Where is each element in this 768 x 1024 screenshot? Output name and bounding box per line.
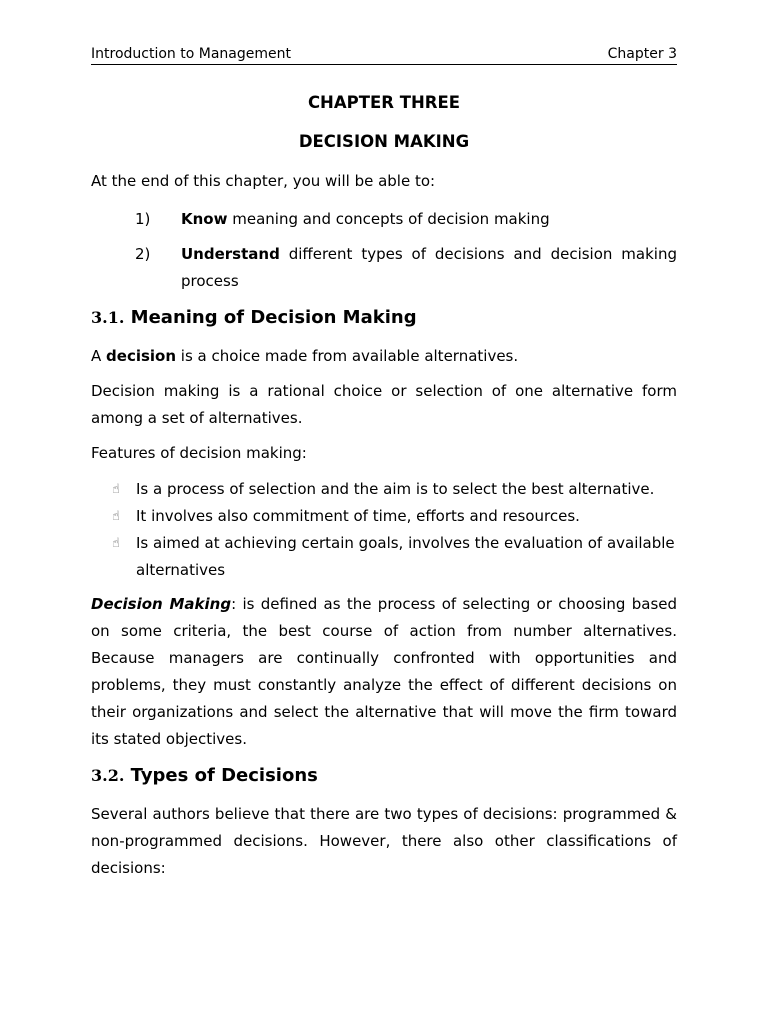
section-title: Types of Decisions xyxy=(124,765,318,786)
objective-text xyxy=(181,241,677,295)
section-heading-3-2 xyxy=(91,765,318,787)
header-book-title: Introduction to Management xyxy=(91,46,291,62)
chapter-title: DECISION MAKING xyxy=(298,132,470,151)
section-number: 3.2. xyxy=(91,766,125,785)
objective-keyword: Understand xyxy=(181,245,280,263)
decision-making-definition xyxy=(91,591,677,753)
definition-text: : is defined as the process of selecting or choosing based on some criteria, the best course of action from number alternatives. Because managers are continually confronted with opportunities and problems, they must constantly analyze the effect of different decisions on their organizations and select the alternative that will move the firm toward its stated objectives. xyxy=(91,595,678,748)
text-prefix: A xyxy=(91,347,107,365)
text-rest: is a choice made from available alternatives. xyxy=(176,347,519,365)
section-number: 3.1. xyxy=(91,308,125,327)
objectives-intro: At the end of this chapter, you will be able to: xyxy=(91,172,436,190)
section-heading-3-1 xyxy=(91,307,417,329)
list-item-text: Is aimed at achieving certain goals, involves the evaluation of available alternatives xyxy=(136,534,675,579)
header-chapter: Chapter 3 xyxy=(607,46,677,62)
decision-term: decision xyxy=(106,347,177,365)
section-title: Meaning of Decision Making xyxy=(124,307,417,328)
features-heading: Features of decision making: xyxy=(91,444,307,462)
pointing-hand-icon: ☝ xyxy=(112,509,120,524)
objective-number: 1) xyxy=(135,210,151,228)
types-paragraph: Several authors believe that there are two types of decisions: programmed & non-programmed decisions. However, there also other classifications of decisions: xyxy=(91,805,677,877)
list-item-text: It involves also commitment of time, efforts and resources. xyxy=(136,507,580,525)
objective-number: 2) xyxy=(135,245,151,263)
pointing-hand-icon: ☝ xyxy=(112,536,120,551)
chapter-label: CHAPTER THREE xyxy=(307,93,461,112)
objective-rest: different types of decisions and decision making process xyxy=(181,245,677,290)
definition-term: Decision Making xyxy=(91,595,232,613)
decision-definition-short xyxy=(91,343,677,370)
pointing-hand-icon: ☝ xyxy=(112,482,120,497)
objective-text xyxy=(181,206,677,233)
objective-rest: meaning and concepts of decision making xyxy=(227,210,550,228)
objective-keyword: Know xyxy=(181,210,228,228)
list-item-text: Is a process of selection and the aim is to select the best alternative. xyxy=(136,480,655,498)
page-header xyxy=(91,45,677,65)
decision-making-paragraph: Decision making is a rational choice or selection of one alternative form among a set of alternatives. xyxy=(91,382,677,427)
